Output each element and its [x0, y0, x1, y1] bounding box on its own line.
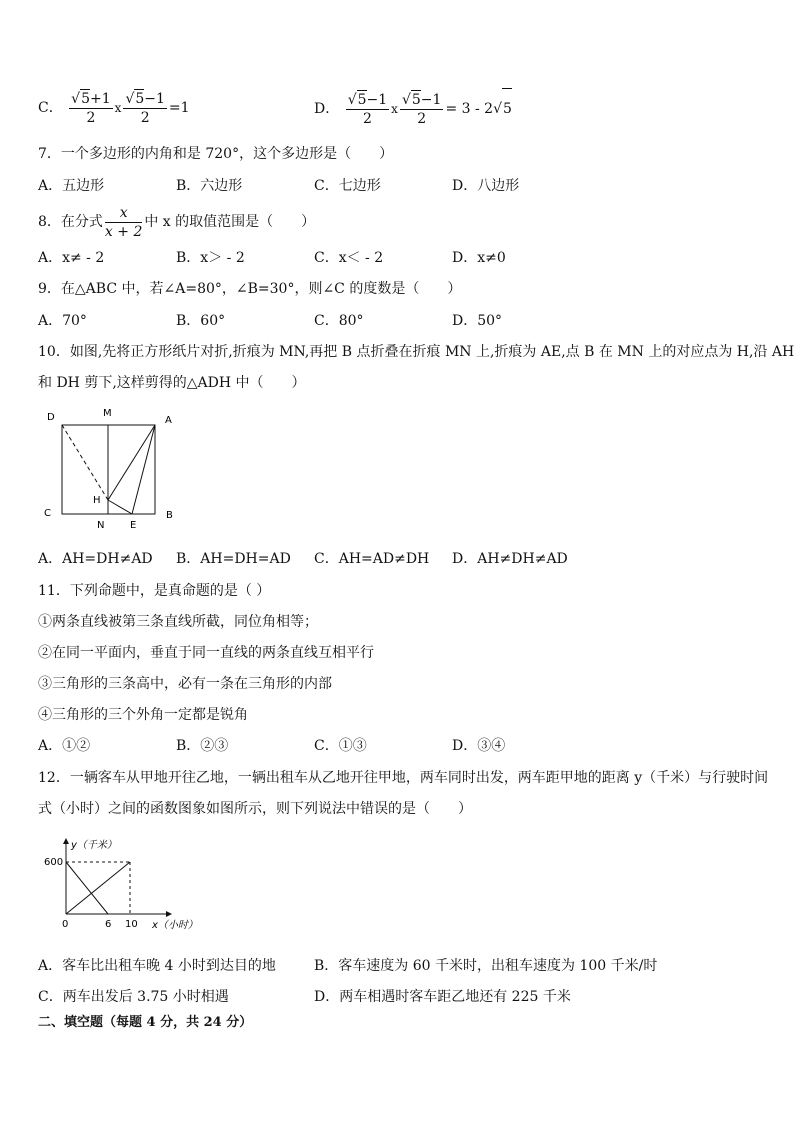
- q10-option-d: D．AH≠DH≠AD: [452, 551, 568, 567]
- q10-option-b: B．AH=DH=AD: [176, 551, 291, 567]
- line-ah: [108, 425, 155, 500]
- q11-statement-2: ②在同一平面内，垂直于同一直线的两条直线互相平行: [38, 645, 374, 661]
- sqrt5: 5: [502, 88, 512, 129]
- label-a: A: [165, 415, 172, 426]
- q7-option-c: C．七边形: [314, 178, 381, 194]
- q10-option-c: C．AH=AD≠DH: [314, 551, 430, 567]
- label-n: N: [97, 520, 105, 531]
- q12-option-c: C．两车出发后 3.75 小时相遇: [38, 989, 229, 1005]
- q7-stem: 7．一个多边形的内角和是 720°，这个多边形是（ ）: [38, 146, 394, 162]
- fraction-x-over-x-plus-2: $\frac{x}{x + 2}$: [104, 204, 143, 240]
- q7-option-a: A．五边形: [38, 178, 105, 194]
- q10-stem-line2: 和 DH 剪下,这样剪得的△ADH 中（ ）: [38, 375, 306, 391]
- q8-option-d: D．x≠0: [452, 250, 506, 266]
- y-axis-arrow-icon: [63, 838, 69, 844]
- times-sign: x: [114, 101, 122, 115]
- q8-stem: 8．在分式 $\frac{x}{x + 2}$ 中 x 的取值范围是（ ）: [38, 204, 316, 240]
- fraction-sqrt5-minus-1-over-2: $\frac{√5-1}{2}$: [125, 91, 165, 126]
- bus-line: [66, 862, 130, 914]
- equals-one: =1: [168, 100, 190, 116]
- label-m: M: [103, 408, 112, 419]
- q12-option-a: A．客车比出租车晚 4 小时到达目的地: [38, 958, 276, 974]
- q12-option-b: B．客车速度为 60 千米时，出租车速度为 100 千米/时: [314, 958, 658, 974]
- fraction-sqrt5-plus-1-over-2: $\frac{√5+1}{2}$: [71, 91, 111, 126]
- equals-expression: = 3 - 2: [445, 101, 494, 117]
- q9-option-d: D．50°: [452, 313, 503, 329]
- q6-option-c: [38, 88, 190, 128]
- q9-option-c: C．80°: [314, 313, 364, 329]
- q11-option-c: C．①③: [314, 738, 367, 754]
- option-label: C．: [38, 100, 63, 116]
- q11-statement-4: ④三角形的三个外角一定都是锐角: [38, 707, 248, 723]
- q6-option-d: D． $\frac{√5-1}{2}$ x $\frac{√5-1}{2}$ = 3 - 2√5: [314, 88, 512, 129]
- line-ae: [132, 425, 155, 514]
- q9-option-a: A．70°: [38, 313, 87, 329]
- q12-stem-line2: 式（小时）之间的函数图象如图所示，则下列说法中错误的是（ ）: [38, 801, 472, 817]
- q9-stem: 9．在△ABC 中，若∠A=80°，∠B=30°，则∠C 的度数是（ ）: [38, 281, 462, 297]
- label-h: H: [93, 495, 101, 506]
- option-label: D．: [314, 101, 340, 117]
- q12-stem-line1: 12．一辆客车从甲地开往乙地，一辆出租车从乙地开往甲地，两车同时出发，两车距甲地的距离 y（千米）与行驶时间: [38, 770, 769, 786]
- section-2-title: 二、填空题（每题 4 分，共 24 分）: [38, 1015, 253, 1030]
- line-dh: [62, 425, 108, 500]
- times-sign: x: [391, 102, 398, 116]
- x-axis-arrow-icon: [166, 911, 172, 917]
- x-axis-label: x（小时）: [152, 920, 198, 931]
- taxi-line: [66, 862, 108, 914]
- q8-option-b: B．x＞ - 2: [176, 250, 245, 266]
- y-tick-600: 600: [44, 857, 64, 868]
- line-he: [108, 500, 132, 514]
- q12-function-graph: [40, 834, 210, 932]
- q12-option-d: D．两车相遇时客车距乙地还有 225 千米: [314, 989, 571, 1005]
- x-tick-10: 10: [125, 919, 138, 930]
- q10-stem-line1: 10．如图,先将正方形纸片对折,折痕为 MN,再把 B 点折叠在折痕 MN 上,折痕为 AE,点 B 在 MN 上的对应点为 H,沿 AH: [38, 344, 794, 360]
- q11-stem: 11．下列命题中，是真命题的是（ ）: [38, 583, 271, 599]
- fraction-sqrt5-minus-1-over-2-b: $\frac{√5-1}{2}$: [401, 92, 442, 127]
- origin-label: 0: [62, 919, 69, 930]
- fraction-sqrt5-minus-1-over-2-a: $\frac{√5-1}{2}$: [347, 92, 388, 127]
- q7-option-b: B．六边形: [176, 178, 243, 194]
- q9-option-b: B．60°: [176, 313, 226, 329]
- label-c: C: [44, 508, 51, 519]
- label-b: B: [166, 510, 173, 521]
- q7-option-d: D．八边形: [452, 178, 520, 194]
- q10-square-figure: [40, 404, 190, 534]
- y-axis-label: y（千米）: [71, 840, 117, 851]
- q8-option-a: A．x≠ - 2: [38, 250, 105, 266]
- q11-statement-1: ①两条直线被第三条直线所截，同位角相等；: [38, 614, 318, 630]
- q10-option-a: A．AH=DH≠AD: [38, 551, 153, 567]
- x-tick-6: 6: [105, 919, 112, 930]
- q11-statement-3: ③三角形的三条高中，必有一条在三角形的内部: [38, 676, 332, 692]
- q11-option-d: D．③④: [452, 738, 506, 754]
- label-d: D: [47, 412, 55, 423]
- q11-option-a: A．①②: [38, 738, 91, 754]
- q8-option-c: C．x＜ - 2: [314, 250, 384, 266]
- q11-option-b: B．②③: [176, 738, 229, 754]
- label-e: E: [130, 520, 137, 531]
